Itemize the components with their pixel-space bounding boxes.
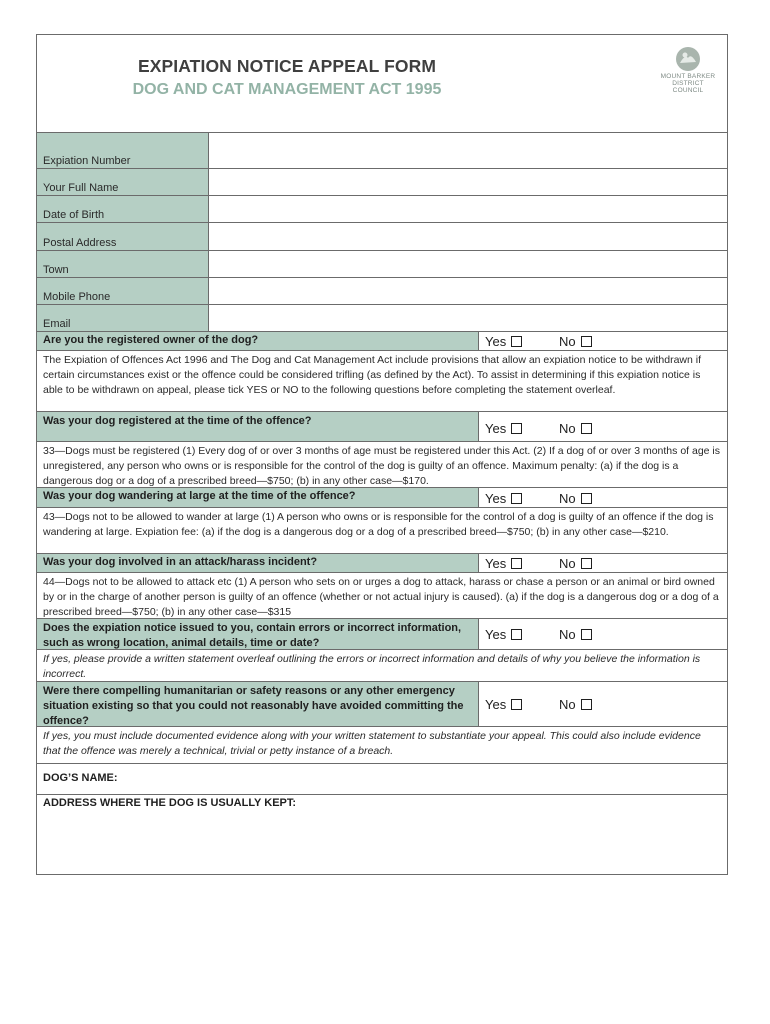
field-label: Mobile Phone xyxy=(43,291,111,303)
council-emblem-icon xyxy=(674,45,702,73)
question-row-errors xyxy=(37,619,727,650)
question-label: Does the expiation notice issued to you, contain errors or incorrect information, such as wrong location, animal details, time or date? xyxy=(37,619,479,649)
attack-yes-checkbox[interactable] xyxy=(511,558,522,569)
humanitarian-no-checkbox[interactable] xyxy=(581,699,592,710)
field-label: Your Full Name xyxy=(43,182,119,194)
humanitarian-yes-checkbox[interactable] xyxy=(511,699,522,710)
no-label: No xyxy=(559,556,576,571)
form-title: EXPIATION NOTICE APPEAL FORM xyxy=(137,56,437,76)
wandering-yes-checkbox[interactable] xyxy=(511,493,522,504)
note-errors: If yes, please provide a written statement overleaf outlining the errors or incorrect information and details of why you believe the information is incorrect. xyxy=(37,650,727,682)
registered-owner-yes-checkbox[interactable] xyxy=(511,336,522,347)
yes-label: Yes xyxy=(485,491,507,506)
question-row-wandering xyxy=(37,488,727,508)
postal-address-input[interactable] xyxy=(210,223,727,250)
yes-label: Yes xyxy=(485,627,507,642)
address-label: ADDRESS WHERE THE DOG IS USUALLY KEPT: xyxy=(43,797,297,809)
yes-label: Yes xyxy=(485,556,507,571)
field-label: Date of Birth xyxy=(43,209,105,221)
question-label: Are you the registered owner of the dog? xyxy=(37,332,479,350)
question-row-registered-owner xyxy=(37,332,727,351)
yes-label: Yes xyxy=(485,697,507,712)
note-intro: The Expiation of Offences Act 1996 and The Dog and Cat Management Act include provisions that allow an expiation notice to be withdrawn if certain circumstances exist or the offence could be considered trifling (as defined by the Act). To assist in determining if this expiation notice is able to be withdrawn on appeal, please tick YES or NO to the following questions before completing the statement overleaf. xyxy=(37,351,727,412)
dog-registered-no-checkbox[interactable] xyxy=(581,423,592,434)
no-label: No xyxy=(559,627,576,642)
council-logo xyxy=(657,45,719,94)
form-header xyxy=(37,35,727,133)
full-name-input[interactable] xyxy=(210,169,727,195)
wandering-no-checkbox[interactable] xyxy=(581,493,592,504)
question-label: Was your dog registered at the time of the offence? xyxy=(37,412,479,441)
field-row-postal-address xyxy=(37,223,727,251)
no-label: No xyxy=(559,334,576,349)
dogs-name-label: DOG’S NAME: xyxy=(43,772,118,784)
field-row-date-of-birth xyxy=(37,196,727,223)
address-block[interactable] xyxy=(37,795,727,874)
date-of-birth-input[interactable] xyxy=(210,196,727,222)
appeal-form xyxy=(36,34,728,875)
town-input[interactable] xyxy=(210,251,727,277)
no-label: No xyxy=(559,697,576,712)
yes-label: Yes xyxy=(485,421,507,436)
logo-line2: DISTRICT COUNCIL xyxy=(672,80,704,94)
question-label: Was your dog involved in an attack/harass incident? xyxy=(37,554,479,572)
field-label: Postal Address xyxy=(43,237,117,249)
field-label: Town xyxy=(43,264,69,276)
errors-yes-checkbox[interactable] xyxy=(511,629,522,640)
field-row-email xyxy=(37,305,727,332)
expiation-number-input[interactable] xyxy=(210,133,727,168)
no-label: No xyxy=(559,421,576,436)
question-row-dog-registered xyxy=(37,412,727,442)
field-label: Email xyxy=(43,318,71,330)
question-row-humanitarian xyxy=(37,682,727,727)
note-humanitarian: If yes, you must include documented evidence along with your written statement to substantiate your appeal. This could also include evidence that the offence was merely a technical, trivial or petty instance of a breach. xyxy=(37,727,727,764)
field-row-town xyxy=(37,251,727,278)
field-row-mobile-phone xyxy=(37,278,727,305)
no-label: No xyxy=(559,491,576,506)
yes-label: Yes xyxy=(485,334,507,349)
note-section-44: 44—Dogs not to be allowed to attack etc (1) A person who sets on or urges a dog to attack, harass or chase a person or an animal or bird owned by or in the charge of another person is guilty of an offence (whether or not actual injury is caused). (a) if the dog is a dangerous dog or a dog of a prescribed breed—$750; (b) in any other case—$315 xyxy=(37,573,727,619)
note-section-43: 43—Dogs not to be allowed to wander at large (1) A person who owns or is responsible for the control of a dog is guilty of an offence if the dog is wandering at large. Expiation fee: (a) if the dog is a dangerous dog or a dog of a prescribed breed—$750; (b) in any other case—$210. xyxy=(37,508,727,554)
field-label: Expiation Number xyxy=(43,155,131,167)
question-label: Was your dog wandering at large at the time of the offence? xyxy=(37,488,479,507)
logo-line1: MOUNT BARKER xyxy=(660,73,716,80)
dog-registered-yes-checkbox[interactable] xyxy=(511,423,522,434)
question-label: Were there compelling humanitarian or safety reasons or any other emergency situation existing so that you could not reasonably have avoided committing the offence? xyxy=(37,682,479,726)
registered-owner-no-checkbox[interactable] xyxy=(581,336,592,347)
email-input[interactable] xyxy=(210,305,727,331)
errors-no-checkbox[interactable] xyxy=(581,629,592,640)
question-row-attack xyxy=(37,554,727,573)
field-row-full-name xyxy=(37,169,727,196)
field-row-expiation-number xyxy=(37,133,727,169)
dogs-name-row[interactable] xyxy=(37,764,727,795)
note-section-33: 33—Dogs must be registered (1) Every dog of or over 3 months of age must be registered under this Act. (2) If a dog of or over 3 months of age is unregistered, any person who owns or is responsible for the control of the dog is guilty of an offence. Maximum penalty: (a) if the dog is a dangerous dog or a dog of a prescribed breed—$750; (b) in any other case—$170. xyxy=(37,442,727,488)
mobile-phone-input[interactable] xyxy=(210,278,727,304)
attack-no-checkbox[interactable] xyxy=(581,558,592,569)
form-subtitle: DOG AND CAT MANAGEMENT ACT 1995 xyxy=(132,81,442,98)
